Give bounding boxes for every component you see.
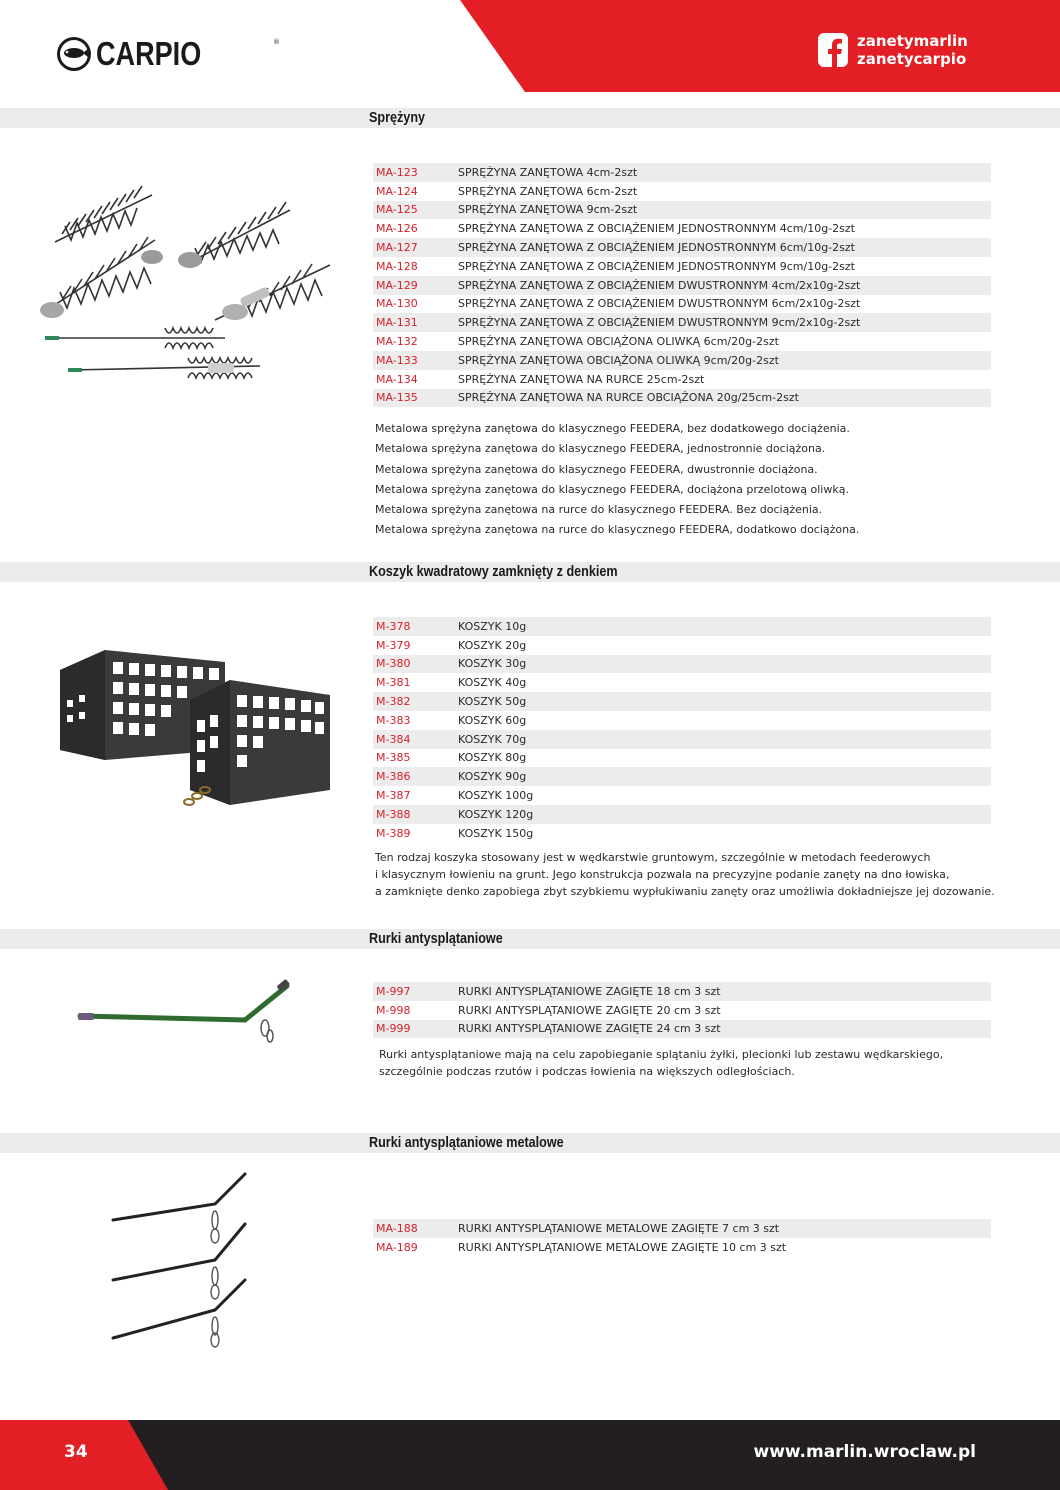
product-code: M-383 (376, 713, 411, 727)
product-name: KOSZYK 120g (458, 807, 534, 821)
facebook-icon (818, 33, 848, 67)
product-name: KOSZYK 100g (458, 789, 534, 803)
product-code: M-378 (376, 619, 411, 633)
product-code: MA-127 (376, 241, 418, 255)
square-cage-feeder-image (55, 640, 345, 820)
product-code: M-997 (376, 984, 411, 998)
description-line: Metalowa sprężyna zanętowa na rurce do klasycznego FEEDERA. Bez dociążenia. (375, 503, 823, 517)
section-description (375, 849, 995, 900)
table-row (373, 351, 991, 370)
product-name: SPRĘŻYNA ZANĘTOWA 6cm-2szt (458, 184, 638, 198)
section-title: Rurki antysplątaniowe metalowe (369, 1134, 564, 1151)
product-name: SPRĘŻYNA ZANĘTOWA Z OBCIĄŻENIEM JEDNOSTRONNYM 9cm/10g-2szt (458, 259, 855, 273)
table-row (373, 692, 991, 711)
product-name: SPRĘŻYNA ZANĘTOWA Z OBCIĄŻENIEM JEDNOSTRONNYM 4cm/10g-2szt (458, 222, 855, 236)
product-name: SPRĘŻYNA ZANĘTOWA 9cm-2szt (458, 203, 638, 217)
table-row (373, 182, 991, 201)
product-name: SPRĘŻYNA ZANĘTOWA Z OBCIĄŻENIEM DWUSTRONNYM 9cm/2x10g-2szt (458, 316, 861, 330)
brand-registered-mark: ® (273, 38, 280, 46)
page-number: 34 (64, 1442, 88, 1462)
product-code: MA-188 (376, 1221, 418, 1235)
table-row (373, 1001, 991, 1020)
brand-name: CARPIO (96, 35, 202, 72)
product-code: M-998 (376, 1003, 411, 1017)
product-name: RURKI ANTYSPLĄTANIOWE ZAGIĘTE 18 cm 3 szt (458, 984, 721, 998)
metal-anti-tangle-tubes-image (105, 1168, 255, 1353)
website-link[interactable]: www.marlin.wroclaw.pl (753, 1442, 976, 1462)
product-code: MA-128 (376, 259, 418, 273)
table-row (373, 617, 991, 636)
social-handle-1[interactable]: zanetymarlin (857, 32, 968, 50)
section-description (375, 419, 859, 541)
table-row (373, 257, 991, 276)
product-name: KOSZYK 20g (458, 638, 527, 652)
table-row (373, 332, 991, 351)
table-row (373, 201, 991, 220)
brand-emblem-icon (56, 36, 92, 72)
product-code: MA-189 (376, 1240, 418, 1254)
product-code: M-386 (376, 770, 411, 784)
brand-logo (56, 34, 280, 74)
product-name: KOSZYK 30g (458, 657, 527, 671)
product-code: M-382 (376, 695, 411, 709)
table-row (373, 636, 991, 655)
product-code: MA-133 (376, 353, 418, 367)
section-title: Rurki antysplątaniowe (369, 930, 503, 947)
table-row (373, 370, 991, 389)
table-row (373, 238, 991, 257)
product-name: KOSZYK 60g (458, 713, 527, 727)
product-name: KOSZYK 150g (458, 826, 534, 840)
product-code: M-999 (376, 1022, 411, 1036)
product-table-cage-feeder (373, 617, 991, 843)
table-row (373, 730, 991, 749)
product-name: RURKI ANTYSPLĄTANIOWE ZAGIĘTE 20 cm 3 szt (458, 1003, 721, 1017)
description-line: Metalowa sprężyna zanętowa na rurce do klasycznego FEEDERA, dodatkowo dociążona. (375, 523, 860, 537)
product-table-springs (373, 163, 991, 407)
product-code: M-387 (376, 789, 411, 803)
product-name: SPRĘŻYNA ZANĘTOWA Z OBCIĄŻENIEM DWUSTRONNYM 4cm/2x10g-2szt (458, 278, 861, 292)
section-header-cage-feeder (0, 562, 1060, 582)
product-name: SPRĘŻYNA ZANĘTOWA Z OBCIĄŻENIEM JEDNOSTRONNYM 6cm/10g-2szt (458, 241, 855, 255)
table-row (373, 749, 991, 768)
product-code: M-388 (376, 807, 411, 821)
product-name: SPRĘŻYNA ZANĘTOWA OBCIĄŻONA OLIWKĄ 9cm/20g-2szt (458, 353, 779, 367)
product-name: KOSZYK 90g (458, 770, 527, 784)
product-code: MA-125 (376, 203, 418, 217)
description-line: i klasycznym łowieniu na grunt. Jego konstrukcja pozwala na precyzyjne podanie zanęty na dno łowiska, (375, 868, 950, 881)
product-name: KOSZYK 70g (458, 732, 527, 746)
product-name: RURKI ANTYSPLĄTANIOWE METALOWE ZAGIĘTE 7 cm 3 szt (458, 1221, 780, 1235)
anti-tangle-tube-image (75, 978, 305, 1048)
product-name: SPRĘŻYNA ZANĘTOWA 4cm-2szt (458, 165, 638, 179)
table-row (373, 805, 991, 824)
product-name: RURKI ANTYSPLĄTANIOWE METALOWE ZAGIĘTE 10 cm 3 szt (458, 1240, 787, 1254)
product-name: SPRĘŻYNA ZANĘTOWA OBCIĄŻONA OLIWKĄ 6cm/20g-2szt (458, 335, 779, 349)
product-code: M-385 (376, 751, 411, 765)
table-row (373, 219, 991, 238)
table-row (373, 276, 991, 295)
description-line: Metalowa sprężyna zanętowa do klasycznego FEEDERA, jednostronnie dociążona. (375, 442, 826, 456)
product-name: KOSZYK 80g (458, 751, 527, 765)
product-code: MA-134 (376, 372, 418, 386)
description-line: Ten rodzaj koszyka stosowany jest w wędkarstwie gruntowym, szczególnie w metodach feederowych (375, 851, 931, 864)
product-code: MA-123 (376, 165, 418, 179)
description-line: szczególnie podczas rzutów i podczas łowienia na większych odległościach. (379, 1065, 795, 1078)
product-table-anti-tangle (373, 982, 991, 1038)
table-row (373, 163, 991, 182)
table-row (373, 786, 991, 805)
product-code: MA-130 (376, 297, 418, 311)
product-code: MA-126 (376, 222, 418, 236)
feeder-springs-image (40, 180, 340, 390)
table-row (373, 655, 991, 674)
product-name: SPRĘŻYNA ZANĘTOWA Z OBCIĄŻENIEM DWUSTRONNYM 6cm/2x10g-2szt (458, 297, 861, 311)
table-row (373, 1238, 991, 1257)
section-header-anti-tangle (0, 929, 1060, 949)
product-code: MA-132 (376, 335, 418, 349)
table-row (373, 711, 991, 730)
section-header-springs (0, 108, 1060, 128)
product-table-metal-anti-tangle (373, 1219, 991, 1257)
product-code: M-380 (376, 657, 411, 671)
product-code: MA-124 (376, 184, 418, 198)
table-row (373, 1219, 991, 1238)
product-code: M-384 (376, 732, 411, 746)
social-handles (818, 32, 968, 68)
table-row (373, 824, 991, 843)
product-code: MA-129 (376, 278, 418, 292)
product-name: KOSZYK 40g (458, 676, 527, 690)
section-header-metal-anti-tangle (0, 1133, 1060, 1153)
product-name: SPRĘŻYNA ZANĘTOWA NA RURCE OBCIĄŻONA 20g/25cm-2szt (458, 391, 799, 405)
product-name: KOSZYK 50g (458, 695, 527, 709)
table-row (373, 313, 991, 332)
product-code: MA-131 (376, 316, 418, 330)
product-code: MA-135 (376, 391, 418, 405)
product-name: KOSZYK 10g (458, 619, 527, 633)
table-row (373, 389, 991, 408)
section-title: Sprężyny (369, 109, 426, 126)
table-row (373, 1020, 991, 1039)
product-code: M-379 (376, 638, 411, 652)
table-row (373, 673, 991, 692)
table-row (373, 982, 991, 1001)
section-title: Koszyk kwadratowy zamknięty z denkiem (369, 563, 618, 580)
description-line: Metalowa sprężyna zanętowa do klasycznego FEEDERA, dwustronnie dociążona. (375, 462, 818, 476)
description-line: Metalowa sprężyna zanętowa do klasycznego FEEDERA, dociążona przelotową oliwką. (375, 482, 849, 496)
product-name: SPRĘŻYNA ZANĘTOWA NA RURCE 25cm-2szt (458, 372, 705, 386)
product-code: M-389 (376, 826, 411, 840)
description-line: Rurki antysplątaniowe mają na celu zapobieganie splątaniu żyłki, plecionki lub zestawu wędkarskiego, (379, 1048, 944, 1061)
description-line: a zamknięte denko zapobiega zbyt szybkiemu wypłukiwaniu zanęty oraz umożliwia dokładniejsze jej dozowanie. (375, 885, 995, 898)
table-row (373, 295, 991, 314)
section-description (379, 1046, 943, 1080)
table-row (373, 767, 991, 786)
product-code: M-381 (376, 676, 411, 690)
product-name: RURKI ANTYSPLĄTANIOWE ZAGIĘTE 24 cm 3 szt (458, 1022, 721, 1036)
description-line: Metalowa sprężyna zanętowa do klasycznego FEEDERA, bez dodatkowego dociążenia. (375, 422, 850, 435)
social-handle-2[interactable]: zanetycarpio (857, 50, 967, 68)
